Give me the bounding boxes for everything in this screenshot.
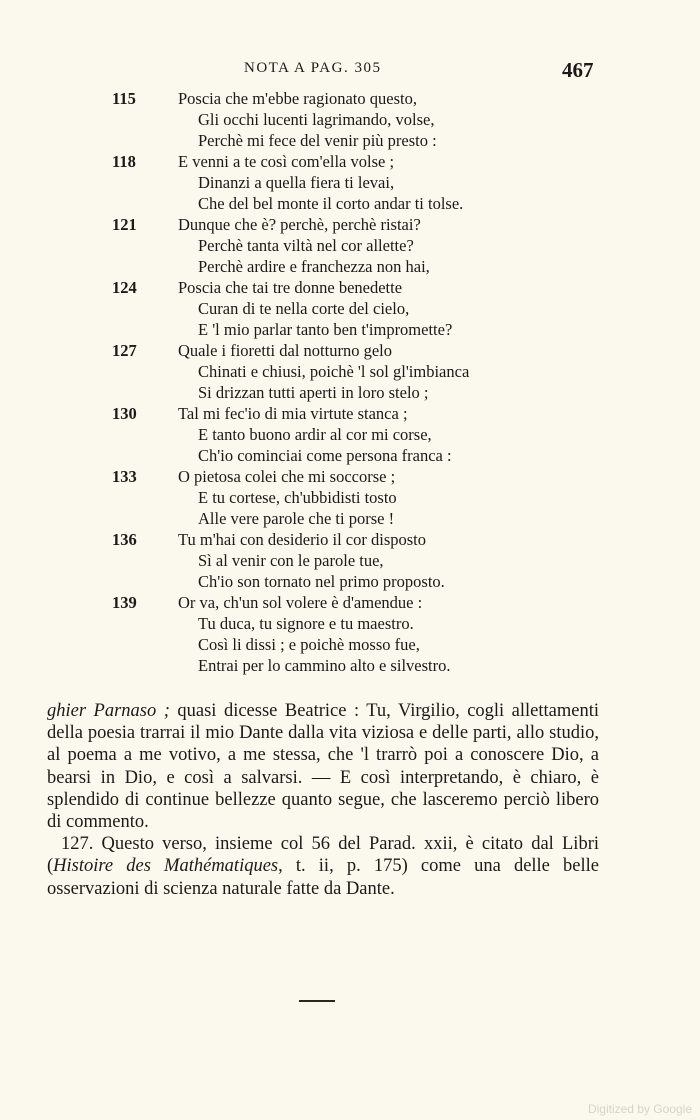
verse-text: Tu duca, tu signore e tu maestro.	[198, 614, 414, 633]
verse-number: 124	[112, 278, 137, 297]
verse-line	[0, 235, 700, 256]
verse-text: Dunque che è? perchè, perchè ristai?	[178, 215, 421, 234]
verse-number: 121	[112, 215, 137, 234]
verse-number: 139	[112, 593, 137, 612]
verse-block	[0, 88, 700, 676]
verse-line	[0, 529, 700, 550]
verse-line	[0, 445, 700, 466]
verse-line	[0, 466, 700, 487]
commentary-text: quasi dicesse Beatrice : Tu, Virgilio, cogli allettamenti della poesia trarrai il mio Dante dalla vita viziosa e delle parti, allo studio, al poema a me votivo, a me stessa, che 'l trarrò poi a conoscere Dio, a bearsi in Dio, e così a salvarsi. — E così interpretando, è chiaro, è splendido di continue bellezze quanto segue, che lasceremo perciò libero di commento.	[47, 701, 600, 833]
verse-text: Ch'io cominciai come persona franca :	[198, 446, 452, 465]
watermark: Digitized by Google	[587, 1102, 692, 1116]
ornamental-rule	[299, 1000, 335, 1002]
verse-number: 118	[112, 152, 136, 171]
verse-line	[0, 403, 700, 424]
verse-line	[0, 655, 700, 676]
verse-line	[0, 256, 700, 277]
verse-text: Or va, ch'un sol volere è d'amendue :	[178, 593, 423, 612]
commentary-paragraph	[47, 700, 599, 833]
running-head	[0, 58, 700, 82]
verse-text: Perchè tanta viltà nel cor allette?	[198, 236, 414, 255]
note-book-title: Histoire des Mathématiques	[53, 856, 279, 877]
verse-line	[0, 151, 700, 172]
verse-line	[0, 109, 700, 130]
verse-line	[0, 172, 700, 193]
verse-line	[0, 130, 700, 151]
verse-text: Entrai per lo cammino alto e silvestro.	[198, 656, 451, 675]
verse-text: Che del bel monte il corto andar ti tolse.	[198, 194, 464, 213]
verse-text: Tal mi fec'io di mia virtute stanca ;	[178, 404, 408, 423]
verse-line	[0, 592, 700, 613]
verse-number: 136	[112, 530, 137, 549]
verse-number: 130	[112, 404, 137, 423]
verse-text: E venni a te così com'ella volse ;	[178, 152, 395, 171]
verse-line	[0, 298, 700, 319]
verse-text: O pietosa colei che mi soccorse ;	[178, 467, 396, 486]
verse-line	[0, 361, 700, 382]
verse-line	[0, 634, 700, 655]
verse-text: Alle vere parole che ti porse !	[198, 509, 395, 528]
verse-line	[0, 340, 700, 361]
verse-line	[0, 214, 700, 235]
verse-text: Ch'io son tornato nel primo proposto.	[198, 572, 445, 591]
verse-text: Sì al venir con le parole tue,	[198, 551, 384, 570]
note-text-a: 127. Questo verso, insieme col 56 del Parad. xxii, è citato dal Libri (	[47, 834, 599, 877]
verse-line	[0, 571, 700, 592]
verse-text: Quale i fioretti dal notturno gelo	[178, 341, 392, 360]
verse-text: Si drizzan tutti aperti in loro stelo ;	[198, 383, 429, 402]
running-title: NOTA A PAG. 305	[244, 60, 382, 76]
verse-line	[0, 508, 700, 529]
verse-text: E tanto buono ardir al cor mi corse,	[198, 425, 432, 444]
verse-text: Poscia che m'ebbe ragionato questo,	[178, 89, 417, 108]
verse-text: Dinanzi a quella fiera ti levai,	[198, 173, 395, 192]
verse-number: 133	[112, 467, 137, 486]
verse-text: Poscia che tai tre donne benedette	[178, 278, 403, 297]
verse-text: Così li dissi ; e poichè mosso fue,	[198, 635, 420, 654]
verse-line	[0, 487, 700, 508]
verse-number: 127	[112, 341, 137, 360]
verse-text: Gli occhi lucenti lagrimando, volse,	[198, 110, 435, 129]
page-number: 467	[562, 58, 594, 82]
verse-line	[0, 277, 700, 298]
verse-line	[0, 319, 700, 340]
verse-line	[0, 88, 700, 109]
verse-number: 115	[112, 89, 136, 108]
verse-text: E tu cortese, ch'ubbidisti tosto	[198, 488, 397, 507]
commentary-italic-lead: ghier Parnaso ;	[47, 701, 170, 721]
verse-text: Curan di te nella corte del cielo,	[198, 299, 410, 318]
commentary-note-127	[47, 833, 599, 900]
verse-text: Perchè mi fece del venir più presto :	[198, 131, 437, 150]
verse-line	[0, 193, 700, 214]
verse-text: Tu m'hai con desiderio il cor disposto	[178, 530, 427, 549]
verse-line	[0, 382, 700, 403]
commentary	[47, 700, 599, 900]
verse-line	[0, 613, 700, 634]
verse-line	[0, 550, 700, 571]
verse-line	[0, 424, 700, 445]
note-text-b: , t. ii, p. 175) come una delle belle osservazioni di scienza naturale fatte da Dante.	[47, 856, 599, 899]
verse-text: Chinati e chiusi, poichè 'l sol gl'imbianca	[198, 362, 470, 381]
verse-text: Perchè ardire e franchezza non hai,	[198, 257, 430, 276]
verse-text: E 'l mio parlar tanto ben t'impromette?	[198, 320, 453, 339]
